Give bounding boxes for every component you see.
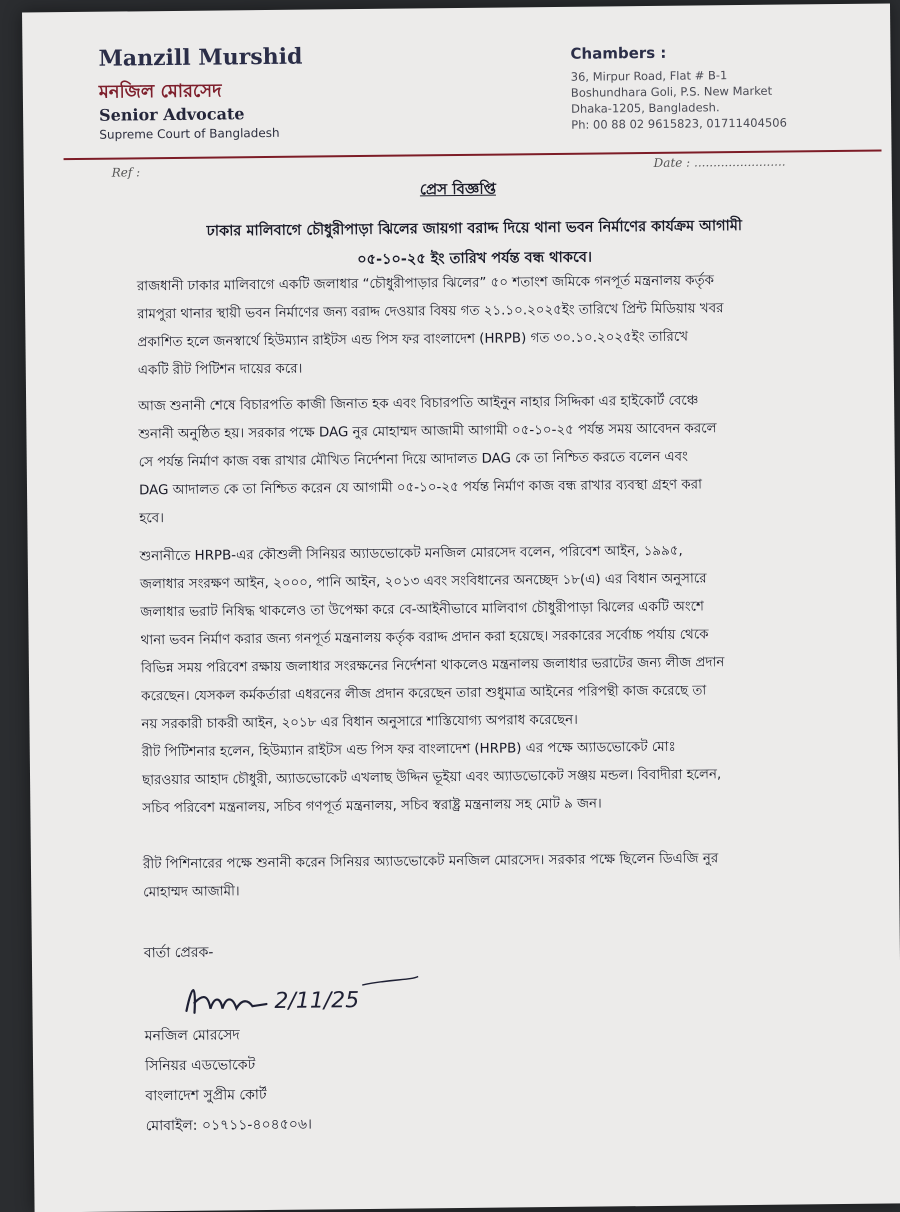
text-line: মোহাম্মদ আজামী। (143, 884, 240, 901)
paragraph-5 (143, 844, 824, 907)
text-line: জলাধার সংরক্ষণ আইন, ২০০০, পানি আইন, ২০১৩ এবং সংবিধানের অনচ্ছেদ ১৮(এ) এর বিধান অনুসারে (139, 571, 707, 593)
chambers-line: Boshundhara Goli, P.S. New Market (570, 83, 773, 100)
text-line: বিভিন্ন সময় পরিবেশ রক্ষায় জলাধার সংরক্ষনের নির্দেশনা থাকলেও মন্ত্রনালয় জলাধার ভরাটের জন্য লীজ প্রদান (140, 655, 725, 677)
signature (182, 970, 423, 1023)
signatory-block (145, 1020, 313, 1142)
text-line: DAG আদালত কে তা নিশ্চিত করেন যে আগামী ০৫-১০-২৫ পর্যন্ত নির্মাণ কাজ বন্ধ রাখার ব্যবস্থা গ্রহণ করা (138, 477, 703, 499)
text-line: রীট পিটিশনার হলেন, হিউম্যান রাইটস এন্ড পিস ফর বাংলাদেশ (HRPB) এর পক্ষে অ্যাডভোকেট মোঃ (141, 739, 676, 761)
letterhead-title: Senior Advocate (99, 104, 245, 125)
signature-date: 2/11/25 (274, 988, 360, 1014)
paragraph-1 (137, 266, 818, 385)
paragraph-4 (142, 732, 823, 823)
text-line: শুনানীতে HRPB-এর কৌশুলী সিনিয়র অ্যাডভোকেট মনজিল মোরসেদ বলেন, পরিবেশ আইন, ১৯৯৫, (139, 543, 683, 565)
ref-label: Ref : (111, 165, 141, 180)
text-line: রীট পিশিনারের পক্ষে শুনানী করেন সিনিয়র অ্যাডভোকেট মনজিল মোরসেদ। সরকার পক্ষে ছিলেন ডিএজি নুর (142, 851, 719, 873)
date-label: Date : ........................ (653, 154, 786, 170)
signatory-mobile: মোবাইল: ০১৭১১-৪০৪৫০৬। (145, 1116, 313, 1135)
text-line: করেছেন। যেসকল কর্মকর্তারা এধরনের লীজ প্রদান করেছেন তারা শুধুমাত্র আইনের পরিপন্থী কাজ করেছে তা (141, 683, 707, 705)
text-line: আজ শুনানী শেষে বিচারপতি কাজী জিনাত হক এবং বিচারপতি আইনুন নাহার সিদ্দিকা এর হাইকোর্ট বেঞ্চে (138, 393, 699, 415)
chambers-line: Dhaka-1205, Bangladesh. (570, 100, 720, 116)
letterhead-name-bn: মনজিল মোরসেদ (98, 80, 222, 103)
paragraph-3 (140, 536, 822, 739)
text-line: ছারওয়ার আহাদ চৌধুরী, অ্যাডভোকেট এখলাছ উদ্দিন ভূইয়া এবং অ্যাডভোকেট সঞ্জয় মন্ডল। বিবাদীরা হলেন, (141, 767, 722, 789)
letterhead-court: Supreme Court of Bangladesh (99, 125, 280, 142)
text-line: শুনানী অনুষ্ঠিত হয়। সরকার পক্ষে DAG নুর মোহাম্মদ আজামী আগামী ০৫-১০-২৫ পর্যন্ত সময় আবেদন করলে (138, 421, 717, 443)
paragraph-2 (138, 386, 819, 533)
signatory-court: বাংলাদেশ সুপ্রীম কোর্ট (145, 1087, 267, 1105)
subheading-line: ঢাকার মালিবাগে চৌধুরীপাড়া ঝিলের জায়গা বরাদ্দ দিয়ে থানা ভবন নির্মাণের কার্যক্রম আগামী (206, 218, 743, 240)
chambers-address (571, 67, 787, 133)
signatory-title: সিনিয়র এডভোকেট (144, 1057, 256, 1075)
text-line: নয় সরকারী চাকরী আইন, ২০১৮ এর বিধান অনুসারে শাস্তিযোগ্য অপরাধ করেছেন। (141, 712, 578, 733)
letterhead-name: Manzill Murshid (98, 43, 303, 72)
signatory-name: মনজিল মোরসেদ (144, 1027, 240, 1045)
letter-page (22, 3, 900, 1212)
chambers-line: Ph: 00 88 02 9615823, 01711404506 (571, 115, 787, 132)
sender-label: বার্তা প্রেরক- (143, 944, 214, 962)
text-line: প্রকাশিত হলে জনস্বার্থে হিউম্যান রাইটস এন্ড পিস ফর বাংলাদেশ (HRPB) গত ৩০.১০.২০২৫ইং তারিখে (137, 329, 689, 351)
subheading-line: ০৫-১০-২৫ ইং তারিখ পর্যন্ত বন্ধ থাকবে। (357, 249, 593, 269)
text-line: সচিব পরিবেশ মন্ত্রনালয়, সচিব গণপূর্ত মন্ত্রনালয়, সচিব স্বরাষ্ট্র মন্ত্রনালয় সহ মোট ৯ জন। (142, 796, 602, 817)
text-line: হবে। (139, 511, 165, 527)
text-line: থানা ভবন নির্মাণ করার জন্য গনপূর্ত মন্ত্রনালয় কর্তৃক বরাদ্দ প্রদান করা হয়েছে। সরকারের সর্বোচ্চ পর্যায় থেকে (140, 627, 709, 649)
chambers-line: 36, Mirpur Road, Flat # B-1 (570, 68, 728, 84)
text-line: রামপুরা থানার স্থায়ী ভবন নির্মাণের জন্য বরাদ্দ দেওয়ার বিষয় গত ২১.১০.২০২৫ইং তারিখে প্রিন্ট মিডিয়ায় খবর (137, 301, 724, 323)
press-release-heading: প্রেস বিজ্ঞপ্তি (419, 179, 497, 199)
text-line: একটি রীট পিটিশন দায়ের করে। (137, 361, 303, 379)
text-line: সে পর্যন্ত নির্মাণ কাজ বন্ধ রাখার মৌখিত নির্দেশনা দিয়ে আদালত DAG কে তা নিশ্চিত করতে বলেন এবং (138, 449, 688, 471)
text-line: জলাধার ভরাট নিষিদ্ধ থাকলেও তা উপেক্ষা করে বে-আইনীভাবে মালিবাগ চৌধুরীপাড়া ঝিলের একটি অংশে (140, 599, 704, 621)
text-line: রাজধানী ঢাকার মালিবাগে একটি জলাধার “চৌধুরীপাড়ার ঝিলের” ৫০ শতাংশ জমিকে গনপূর্ত মন্ত্রনালয় কর্তৃক (136, 273, 715, 295)
chambers-label: Chambers : (570, 43, 667, 63)
